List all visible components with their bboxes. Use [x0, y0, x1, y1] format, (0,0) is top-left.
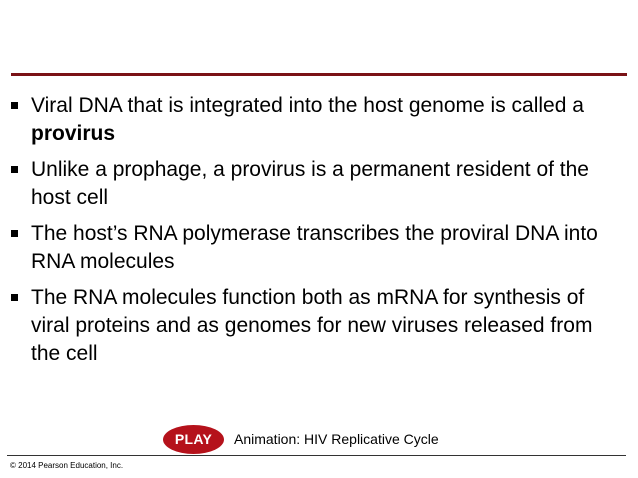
- copyright-notice: © 2014 Pearson Education, Inc.: [10, 461, 124, 470]
- bullet-item: [11, 220, 621, 276]
- square-bullet-icon: [11, 230, 18, 237]
- bold-term: provirus: [31, 122, 116, 145]
- play-button[interactable]: PLAY: [163, 425, 224, 454]
- bullet-text: Unlike a prophage, a provirus is a permanent resident of the host cell: [31, 158, 589, 209]
- bullet-item: [11, 284, 621, 368]
- bullet-list: [11, 92, 621, 376]
- bullet-text: The RNA molecules function both as mRNA for synthesis of viral proteins and as genomes for new viruses released from the cell: [31, 286, 593, 365]
- animation-link-row: [163, 424, 439, 454]
- title-divider: [11, 73, 627, 76]
- bullet-text: Viral DNA that is integrated into the host genome is called a: [31, 94, 584, 117]
- animation-label: Animation: HIV Replicative Cycle: [234, 431, 439, 447]
- footer-divider: [7, 455, 626, 456]
- bullet-item: [11, 92, 621, 148]
- square-bullet-icon: [11, 102, 18, 109]
- bullet-text: The host’s RNA polymerase transcribes the proviral DNA into RNA molecules: [31, 222, 598, 273]
- square-bullet-icon: [11, 166, 18, 173]
- bullet-item: [11, 156, 621, 212]
- square-bullet-icon: [11, 294, 18, 301]
